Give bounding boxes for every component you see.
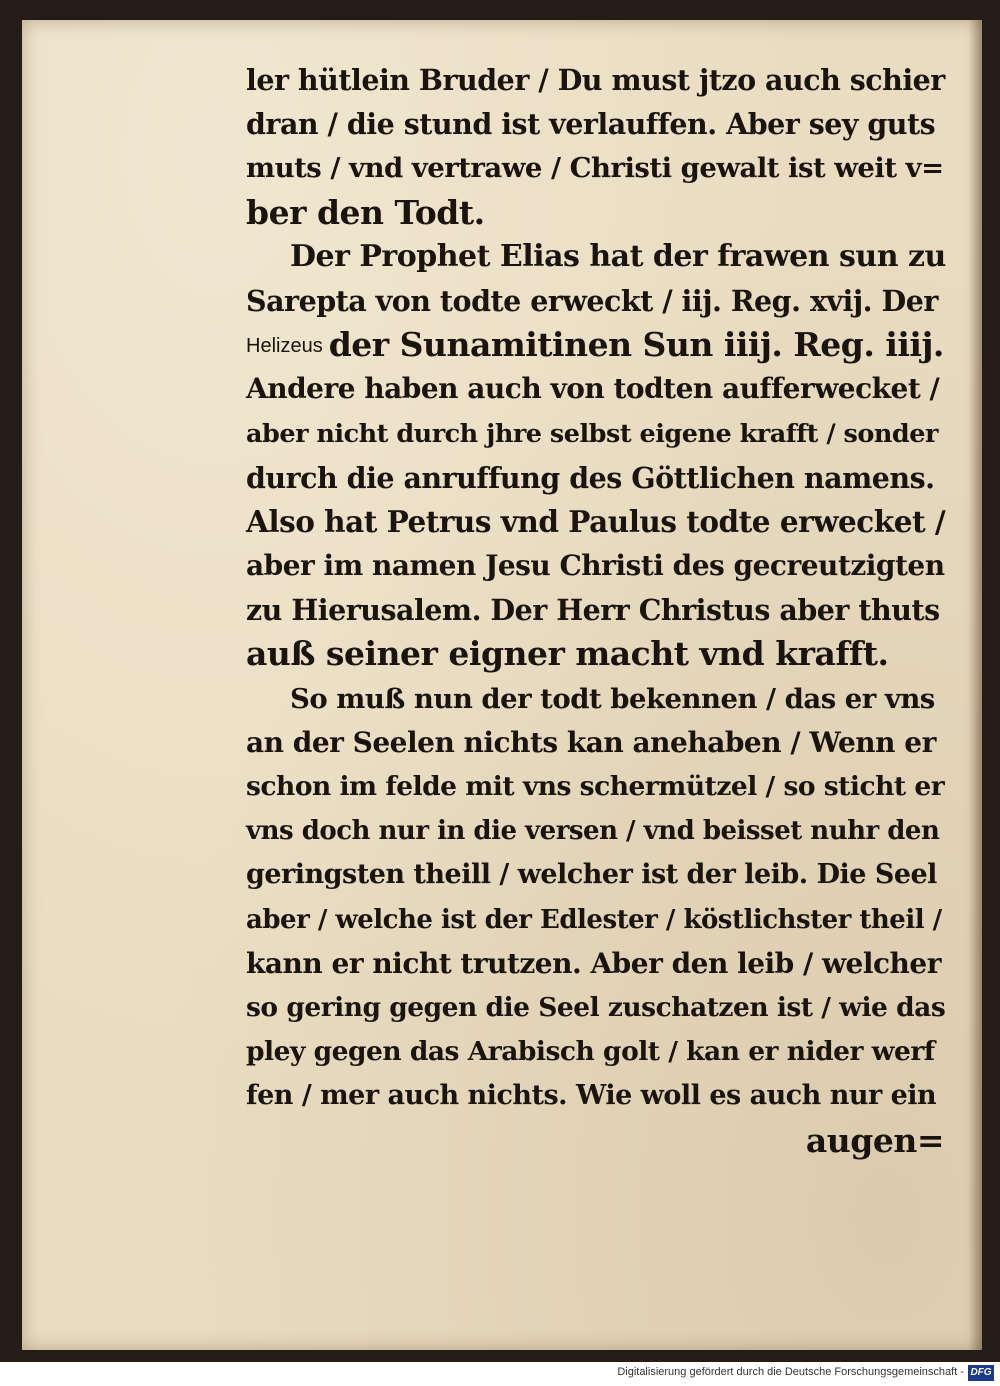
text-line: auß seiner eigner macht vnd krafft.	[246, 634, 889, 674]
text-line: aber / welche ist der Edlester / köstlichster theil /	[246, 904, 942, 935]
text-line: Der Prophet Elias hat der frawen sun zu	[290, 238, 946, 274]
text-line: pley gegen das Arabisch golt / kan er nider werf	[246, 1036, 935, 1068]
text-line: Sarepta von todte erweckt / iij. Reg. xvij. Der	[246, 283, 938, 318]
text-line: Also hat Petrus vnd Paulus todte erwecket /	[246, 503, 946, 539]
funding-credit: Digitalisierung gefördert durch die Deutsche Forschungsgemeinschaft -	[617, 1366, 964, 1378]
text-line: ler hütlein Bruder / Du must jtzo auch schier	[246, 63, 945, 97]
text-line: so gering gegen die Seel zuschatzen ist / wie das	[246, 991, 946, 1023]
text-line-rest: der Sunamitinen Sun iiij. Reg. iiij.	[328, 325, 944, 365]
text-line: ber den Todt.	[246, 192, 485, 232]
text-line: durch die anruffung des Göttlichen namens.	[246, 460, 935, 495]
text-line: zu Hierusalem. Der Herr Christus aber thuts	[246, 593, 940, 628]
text-line: kann er nicht trutzen. Aber den leib / welcher	[246, 946, 941, 980]
page-gutter-shadow	[968, 20, 982, 1350]
text-line: geringsten theill / welcher ist der leib. Die Seel	[246, 859, 937, 891]
text-line-with-name	[246, 323, 946, 367]
catchword: augen=	[805, 1120, 944, 1160]
text-line: vns doch nur in die versen / vnd beisset nuhr den	[246, 816, 940, 847]
text-line: dran / die stund ist verlauffen. Aber sey guts	[246, 107, 936, 142]
dfg-logo: DFG	[968, 1365, 994, 1381]
text-line: an der Seelen nichts kan anehaben / Wenn er	[246, 725, 936, 759]
text-line: muts / vnd vertrawe / Christi gewalt ist weit v=	[246, 152, 944, 185]
text-line: schon im felde mit vns schermützel / so sticht er	[246, 771, 945, 802]
digitization-footer	[0, 1362, 1000, 1386]
text-line: Andere haben auch von todten aufferwecket /	[246, 372, 940, 406]
inline-name-helizeus: Helizeus	[246, 335, 323, 358]
page-text-block	[246, 58, 946, 1163]
text-line: So muß nun der todt bekennen / das er vns	[290, 682, 935, 715]
text-line: fen / mer auch nichts. Wie woll es auch nur ein	[246, 1080, 937, 1112]
text-line: aber im namen Jesu Christi des gecreutzigten	[246, 549, 945, 583]
text-line: aber nicht durch jhre selbst eigene krafft / sonder	[246, 418, 938, 449]
